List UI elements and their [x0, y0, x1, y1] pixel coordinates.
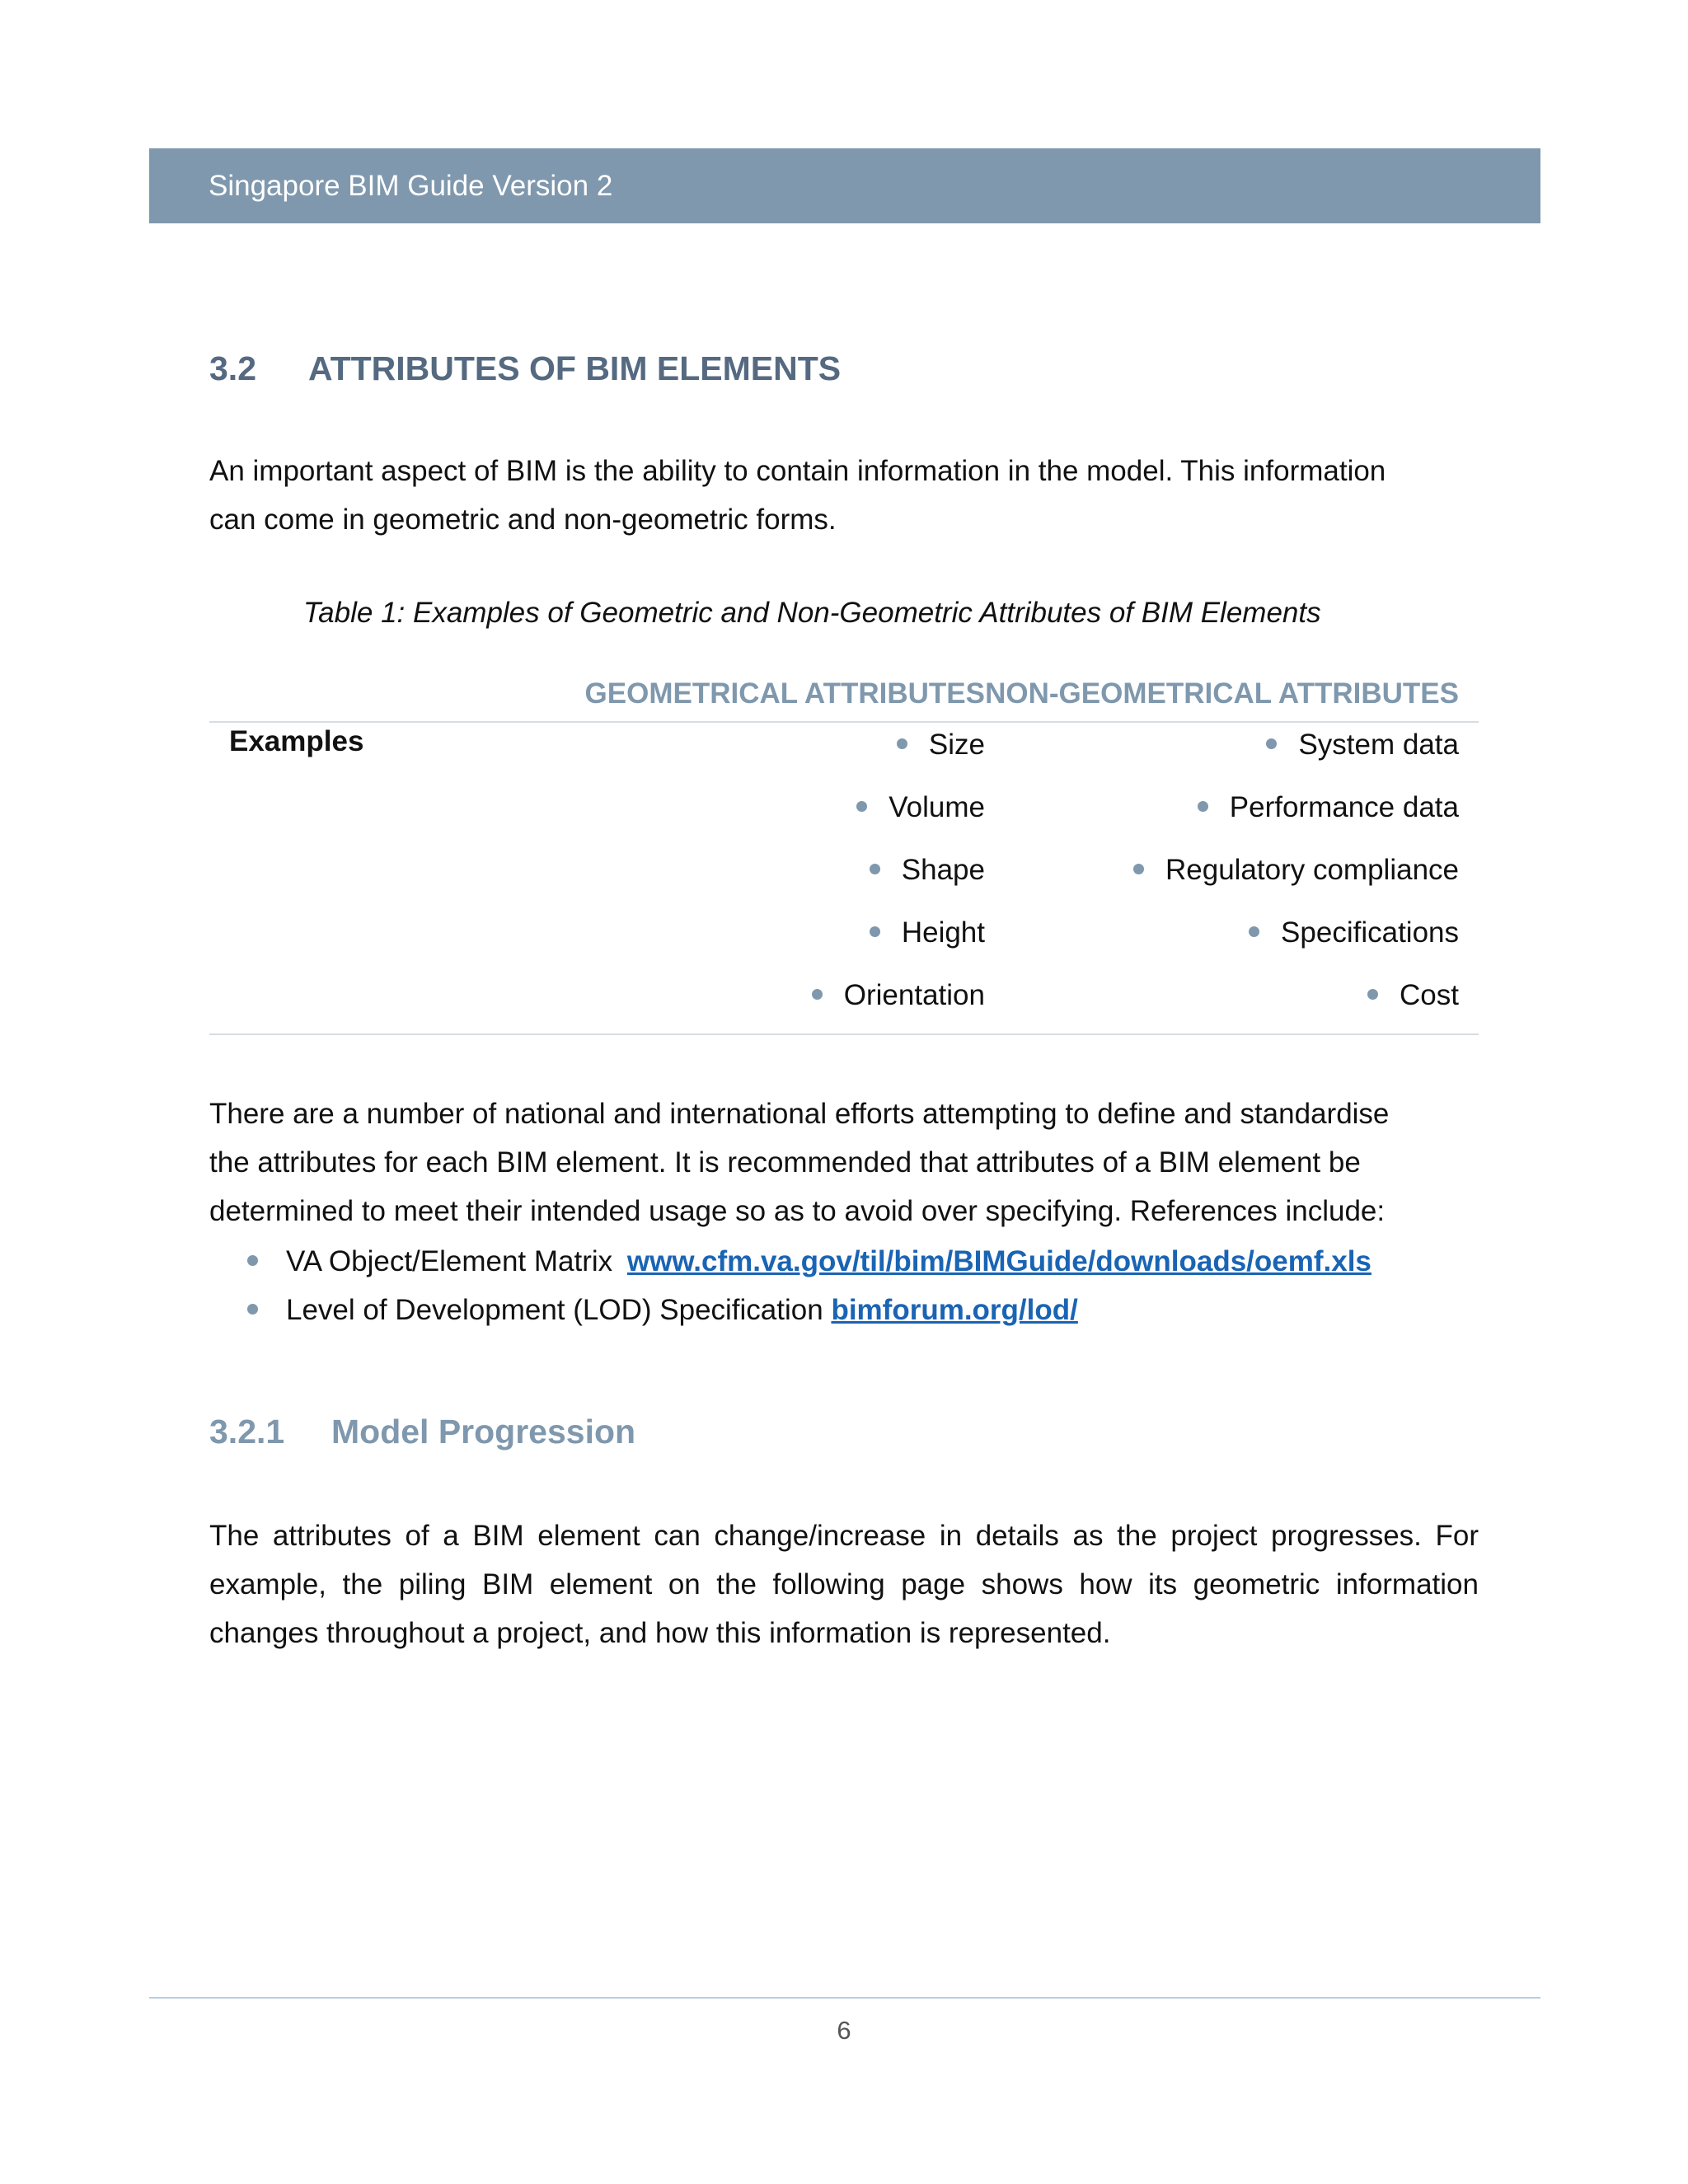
list-item: [812, 854, 985, 916]
progression-line: The attributes of a BIM element can change/increase in details as the project progresses. For: [209, 1520, 1479, 1552]
section-number: 3.2: [209, 349, 256, 387]
bullet-icon: [1249, 926, 1259, 937]
bullet-icon: [1133, 864, 1144, 874]
references-list: [247, 1237, 1372, 1334]
bullet-icon: [1266, 738, 1277, 749]
bullet-icon: [1367, 989, 1378, 1000]
intro-paragraph: [209, 447, 1479, 544]
intro-line: An important aspect of BIM is the ability to contain information in the model. This information: [209, 455, 1386, 487]
table-bottom-divider: [209, 1033, 1479, 1035]
progression-paragraph: [209, 1511, 1479, 1657]
list-item-text: Volume: [889, 791, 985, 823]
page-number: 6: [837, 2016, 851, 2045]
bullet-icon: [812, 989, 823, 1000]
list-item: [1133, 791, 1459, 854]
section-title: ATTRIBUTES OF BIM ELEMENTS: [308, 349, 842, 387]
geometrical-list: [812, 729, 985, 1042]
list-item-text: Performance data: [1229, 791, 1459, 823]
list-item-text: Height: [901, 916, 985, 949]
intro-line: can come in geometric and non-geometric forms.: [209, 504, 837, 536]
column-header-non-geometrical: NON-GEOMETRICAL ATTRIBUTES: [985, 677, 1459, 710]
reference-label: Level of Development (LOD) Specification: [286, 1294, 832, 1326]
bullet-icon: [856, 801, 867, 812]
attributes-table: [209, 671, 1479, 1036]
list-item-text: Orientation: [843, 979, 985, 1011]
efforts-line: determined to meet their intended usage so as to avoid over specifying. References include:: [209, 1195, 1386, 1227]
efforts-line: the attributes for each BIM element. It is recommended that attributes of a BIM element be: [209, 1146, 1361, 1179]
bullet-icon: [897, 738, 907, 749]
list-item-text: Size: [928, 729, 985, 761]
list-item-text: System data: [1298, 729, 1459, 761]
subsection-title: Model Progression: [331, 1413, 636, 1451]
list-item: [812, 791, 985, 854]
list-item: [1133, 854, 1459, 916]
reference-link-va-matrix[interactable]: www.cfm.va.gov/til/bim/BIMGuide/downloads/oemf.xls: [626, 1245, 1372, 1277]
list-item: [812, 979, 985, 1042]
bullet-icon: [870, 864, 880, 874]
header-title: Singapore BIM Guide Version 2: [209, 170, 613, 202]
reference-item: [247, 1237, 1372, 1286]
efforts-line: There are a number of national and international efforts attempting to define and standardise: [209, 1098, 1390, 1130]
subsection-heading: [209, 1413, 635, 1451]
bullet-icon: [1198, 801, 1208, 812]
reference-label: VA Object/Element Matrix: [286, 1245, 621, 1277]
list-item-text: Cost: [1400, 979, 1459, 1011]
bullet-icon: [870, 926, 880, 937]
list-item: [812, 916, 985, 979]
list-item: [1133, 916, 1459, 979]
list-item: [812, 729, 985, 791]
reference-link-lod[interactable]: bimforum.org/lod/: [831, 1294, 1078, 1326]
progression-line: example, the piling BIM element on the following page shows how its geometric information: [209, 1568, 1479, 1601]
table-caption: Table 1: Examples of Geometric and Non-Geometric Attributes of BIM Elements: [303, 597, 1321, 629]
footer-divider: [149, 1997, 1540, 1999]
efforts-paragraph: [209, 1090, 1479, 1235]
header-bar: [149, 148, 1540, 223]
list-item-text: Regulatory compliance: [1165, 854, 1459, 886]
progression-line: changes throughout a project, and how this information is represented.: [209, 1617, 1111, 1649]
column-header-geometrical: GEOMETRICAL ATTRIBUTES: [584, 677, 985, 710]
section-heading: [209, 349, 841, 388]
list-item-text: Shape: [901, 854, 985, 886]
list-item: [1133, 979, 1459, 1042]
reference-item: [247, 1286, 1372, 1334]
row-label-examples: Examples: [229, 725, 364, 757]
non-geometrical-list: [1133, 729, 1459, 1042]
bullet-icon: [247, 1255, 258, 1266]
list-item: [1133, 729, 1459, 791]
subsection-number: 3.2.1: [209, 1413, 285, 1451]
bullet-icon: [247, 1304, 258, 1315]
table-top-divider: [209, 721, 1479, 723]
list-item-text: Specifications: [1281, 916, 1459, 949]
